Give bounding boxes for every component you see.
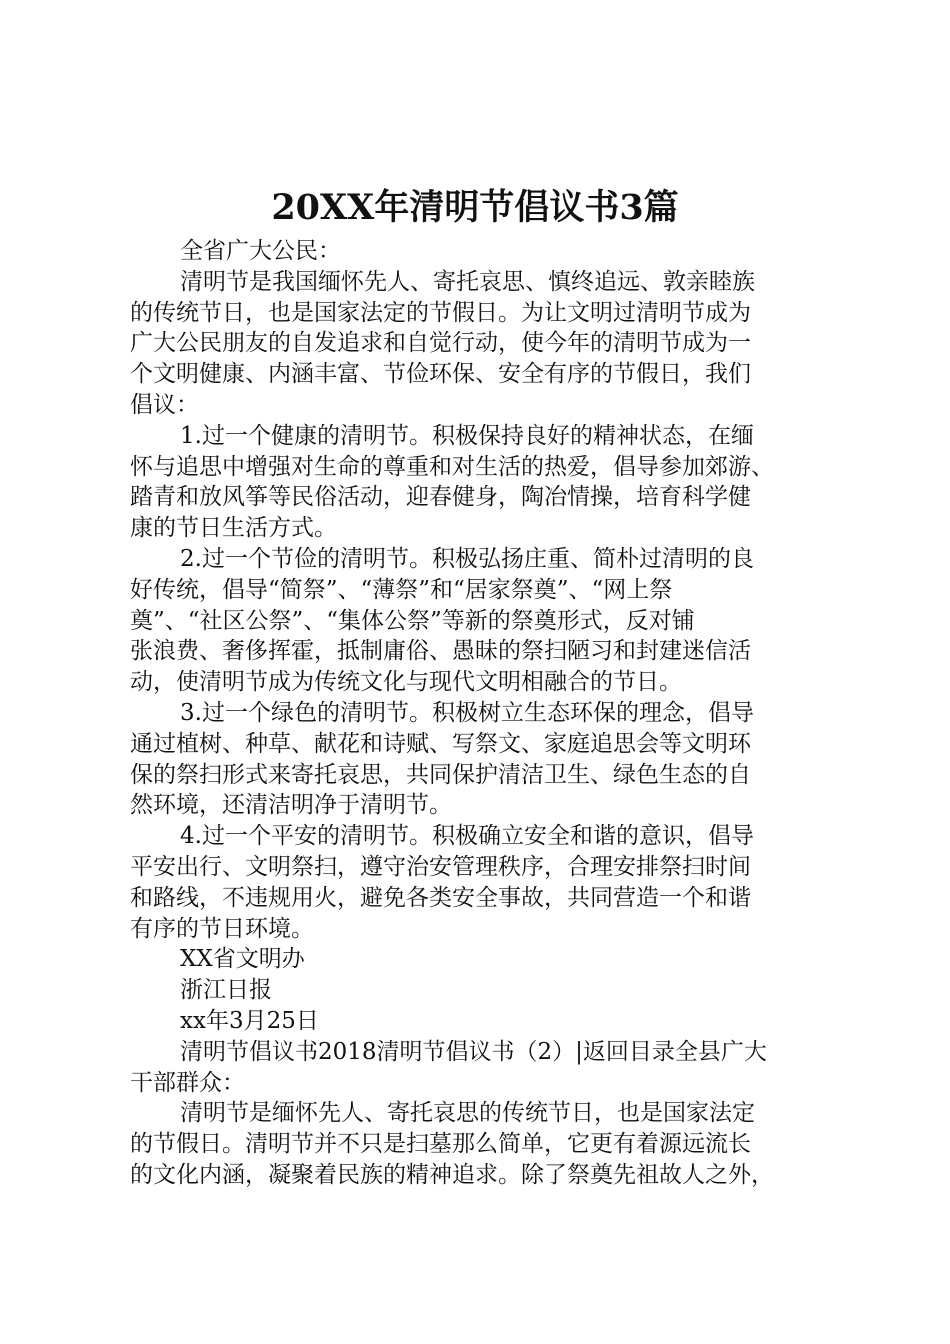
text-line: 干部群众：: [130, 1069, 245, 1096]
text-line: 然环境，还清洁明净于清明节。: [130, 792, 452, 819]
text-line: 怀与追思中增强对生命的尊重和对生活的热爱，倡导参加郊游、: [130, 453, 774, 480]
text-line: 的文化内涵，凝聚着民族的精神追求。除了祭奠先祖故人之外，: [130, 1161, 774, 1188]
document-body: [130, 236, 830, 1191]
text-line: 1.过一个健康的清明节。积极保持良好的精神状态，在缅: [180, 422, 754, 449]
text-line: 倡议：: [130, 391, 199, 418]
text-line: 踏青和放风筝等民俗活动，迎春健身，陶冶情操，培育科学健: [130, 484, 751, 511]
text-line: 广大公民朋友的自发追求和自觉行动，使今年的清明节成为一: [130, 330, 751, 357]
text-line: 清明节是我国缅怀先人、寄托哀思、慎终追远、敦亲睦族: [180, 268, 755, 295]
text-line: 和路线，不违规用火，避免各类安全事故，共同营造一个和谐: [130, 884, 751, 911]
text-line: 康的节日生活方式。: [130, 515, 337, 542]
text-line: 2.过一个节俭的清明节。积极弘扬庄重、简朴过清明的良: [180, 545, 754, 572]
text-line: 个文明健康、内涵丰富、节俭环保、安全有序的节假日，我们: [130, 361, 751, 388]
text-line: 清明节倡议书2018清明节倡议书（2）|返回目录全县广大: [180, 1038, 767, 1065]
text-line: 清明节是缅怀先人、寄托哀思的传统节日，也是国家法定: [180, 1100, 755, 1127]
text-line: 保的祭扫形式来寄托哀思，共同保护清洁卫生、绿色生态的自: [130, 761, 751, 788]
text-line: 浙江日报: [180, 977, 272, 1004]
text-line: 平安出行、文明祭扫，遵守治安管理秩序，合理安排祭扫时间: [130, 853, 751, 880]
text-line: XX省文明办: [180, 946, 305, 973]
text-line: 通过植树、种草、献花和诗赋、写祭文、家庭追思会等文明环: [130, 730, 751, 757]
text-line: 好传统，倡导“简祭”、“薄祭”和“居家祭奠”、“网上祭: [130, 576, 673, 603]
text-line: xx年3月25日: [180, 1007, 319, 1034]
document-title: 20XX年清明节倡议书3篇: [271, 187, 679, 228]
text-line: 3.过一个绿色的清明节。积极树立生态环保的理念，倡导: [180, 699, 754, 726]
text-line: 的传统节日，也是国家法定的节假日。为让文明过清明节成为: [130, 299, 751, 326]
text-line: 4.过一个平安的清明节。积极确立安全和谐的意识，倡导: [180, 823, 754, 850]
text-line: 全省广大公民：: [180, 238, 341, 264]
text-line: 奠”、“社区公祭”、“集体公祭”等新的祭奠形式，反对铺: [130, 607, 695, 634]
text-line: 动，使清明节成为传统文化与现代文明相融合的节日。: [130, 669, 682, 696]
text-line: 的节假日。清明节并不只是扫墓那么简单，它更有着源远流长: [130, 1131, 751, 1158]
text-line: 有序的节日环境。: [130, 915, 314, 942]
text-line: 张浪费、奢侈挥霍，抵制庸俗、愚昧的祭扫陋习和封建迷信活: [130, 638, 751, 665]
